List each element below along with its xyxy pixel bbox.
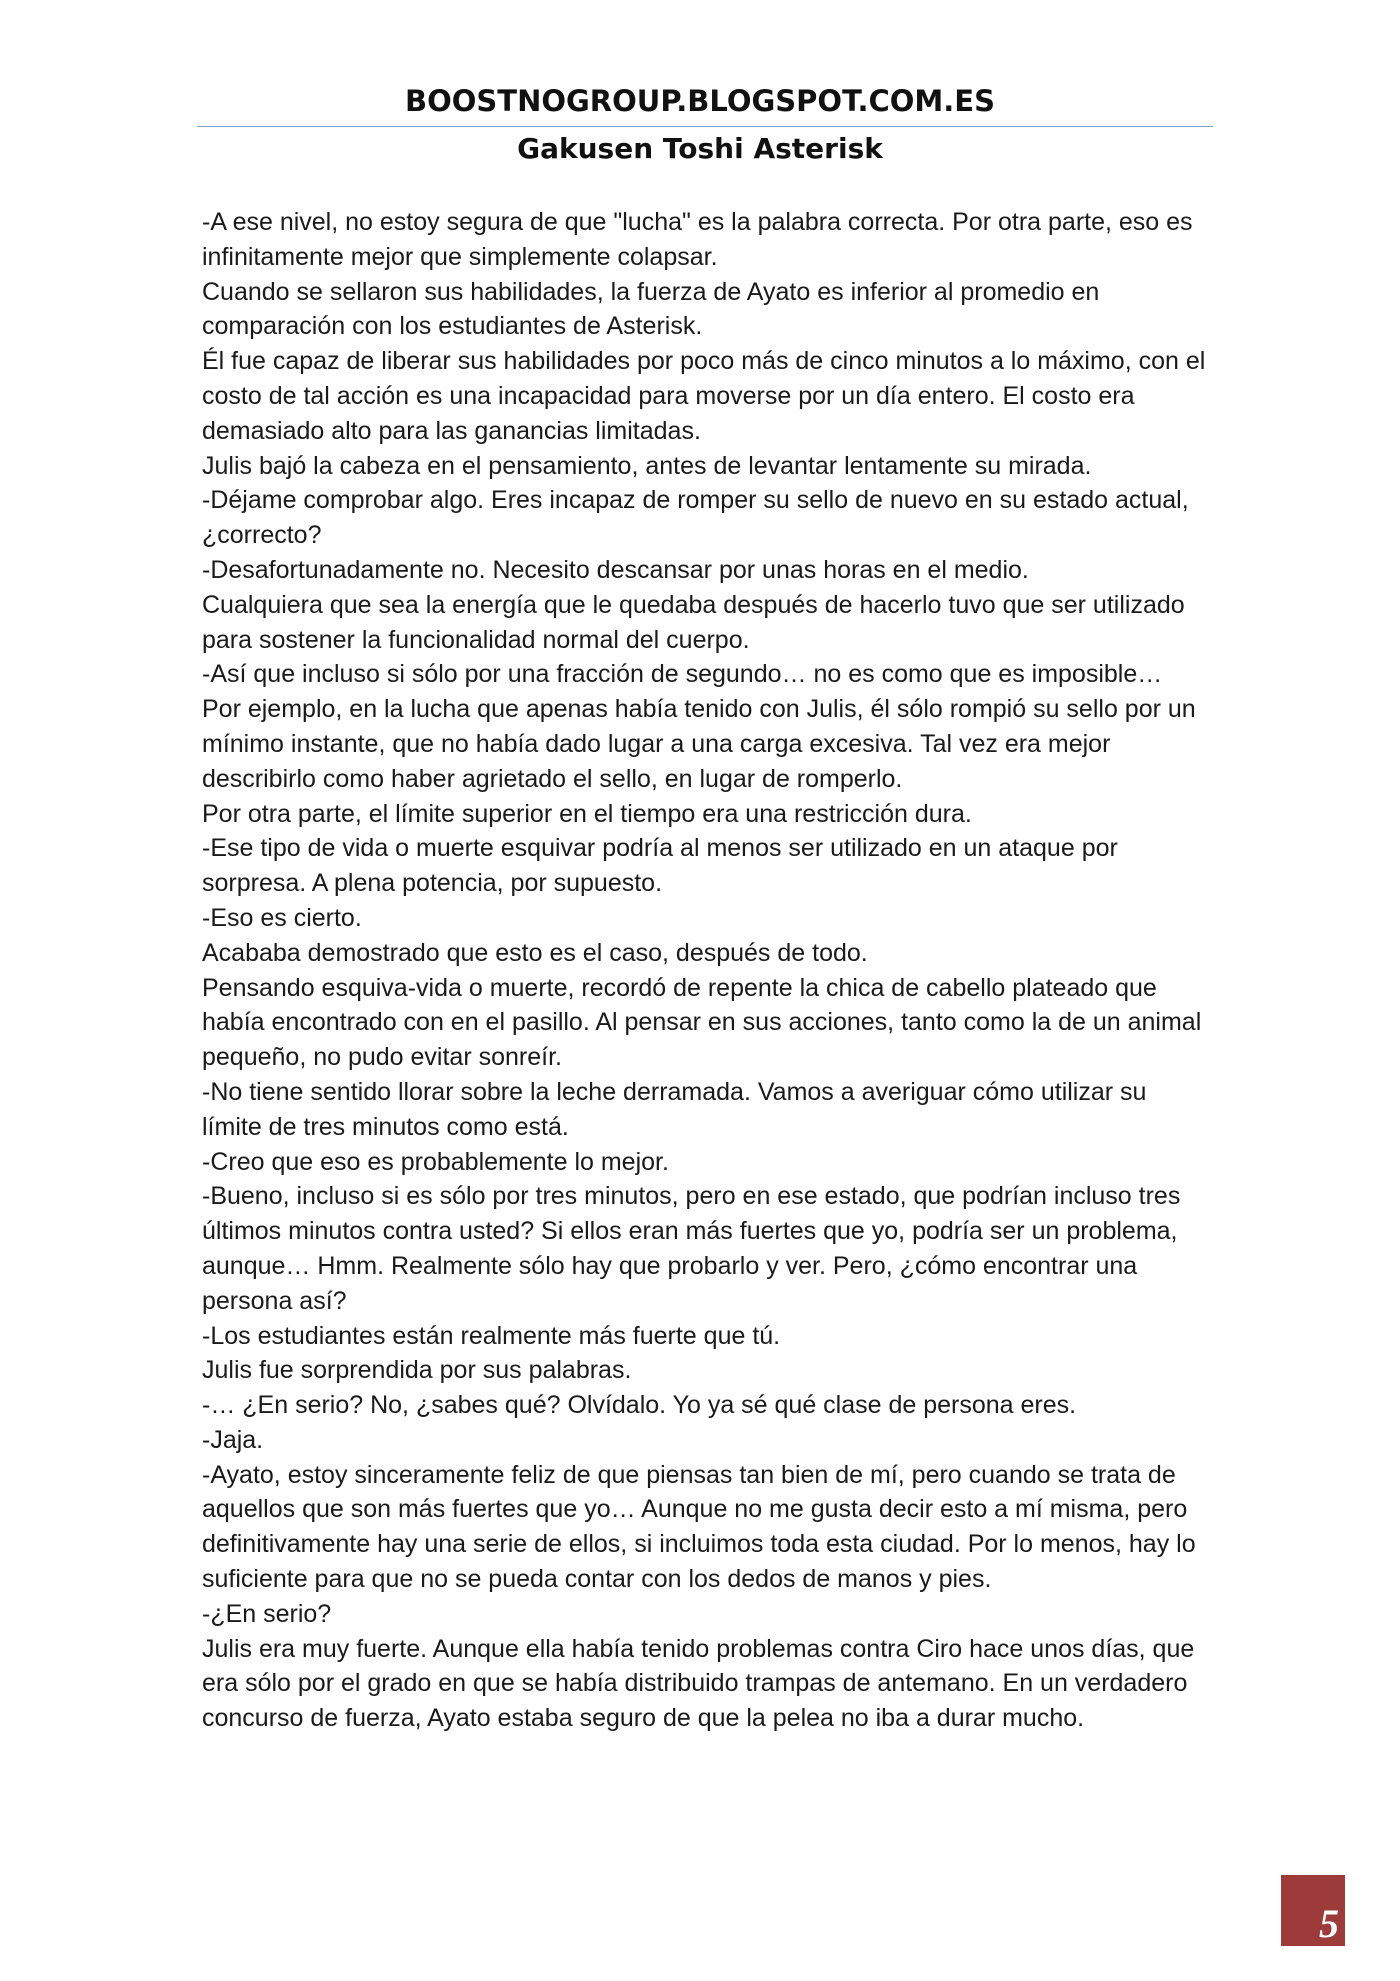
page-number: 5: [1319, 1901, 1339, 1946]
paragraph: -A ese nivel, no estoy segura de que "lucha" es la palabra correcta. Por otra parte, eso es infinitamente mejor que simplemente colapsar.: [202, 208, 1193, 271]
paragraph: -Creo que eso es probablemente lo mejor.: [202, 1147, 669, 1176]
paragraph: -… ¿En serio? No, ¿sabes qué? Olvídalo. Yo ya sé qué clase de persona eres.: [202, 1391, 1077, 1420]
paragraph: Cualquiera que sea la energía que le quedaba después de hacerlo tuvo que ser utilizado para sostener la funcionalidad normal del cuerpo.: [202, 590, 1185, 654]
paragraph: Cuando se sellaron sus habilidades, la fuerza de Ayato es inferior al promedio en comparación con los estudiantes de Asterisk.: [202, 277, 1100, 341]
page-number-underline: [1281, 1946, 1345, 1949]
paragraph: Él fue capaz de liberar sus habilidades por poco más de cinco minutos a lo máximo, con el costo de tal acción es una incapacidad para moverse por un día entero. El costo era demasiado alto para las ganancias limitadas.: [202, 347, 1206, 445]
paragraph: Julis fue sorprendida por sus palabras.: [202, 1356, 632, 1385]
paragraph: Julis era muy fuerte. Aunque ella había tenido problemas contra Ciro hace unos días, que era sólo por el grado en que se había distribuido trampas de antemano. En un verdadero concurso de fuerza, Ayato estaba seguro de que la pelea no iba a durar mucho.: [202, 1634, 1195, 1733]
paragraph: -Bueno, incluso si es sólo por tres minutos, pero en ese estado, que podrían incluso tres últimos minutos contra usted? Si ellos eran más fuertes que yo, podría ser un problema, aunque… Hmm. Realmente sólo hay que probarlo y ver. Pero, ¿cómo encontrar una persona así?: [202, 1182, 1181, 1315]
paragraph: Pensando esquiva-vida o muerte, recordó de repente la chica de cabello plateado que había encontrado con en el pasillo. Al pensar en sus acciones, tanto como la de un animal pequeño, no pudo evitar sonreír.: [202, 973, 1202, 1072]
body-text: [202, 205, 1212, 1736]
paragraph: Por ejemplo, en la lucha que apenas había tenido con Julis, él sólo rompió su sello por un mínimo instante, que no había dado lugar a una carga excesiva. Tal vez era mejor describirlo como haber agrietado el sello, en lugar de romperlo.: [202, 695, 1196, 793]
paragraph: -Ese tipo de vida o muerte esquivar podría al menos ser utilizado en un ataque por sorpresa. A plena potencia, por supuesto.: [202, 834, 1118, 898]
paragraph: Julis bajó la cabeza en el pensamiento, antes de levantar lentamente su mirada.: [202, 451, 1092, 480]
paragraph: -Ayato, estoy sinceramente feliz de que piensas tan bien de mí, pero cuando se trata de aquellos que son más fuertes que yo… Aunque no me gusta decir esto a mí misma, pero definitivamente hay una serie de ellos, si incluimos toda esta ciudad. Por lo menos, hay lo suficiente para que no se pueda contar con los dedos de manos y pies.: [202, 1460, 1196, 1594]
paragraph: Acababa demostrado que esto es el caso, después de todo.: [202, 938, 868, 967]
header-site-name: BOOSTNOGROUP.BLOGSPOT.COM.ES: [405, 84, 995, 118]
page-number-badge: [1281, 1875, 1345, 1949]
paragraph: -Eso es cierto.: [202, 903, 362, 932]
paragraph: -Déjame comprobar algo. Eres incapaz de romper su sello de nuevo en su estado actual, ¿correcto?: [202, 486, 1189, 550]
paragraph: -Así que incluso si sólo por una fracción de segundo… no es como que es imposible…: [202, 660, 1163, 689]
paragraph: -No tiene sentido llorar sobre la leche derramada. Vamos a averiguar cómo utilizar su límite de tres minutos como está.: [202, 1077, 1147, 1141]
paragraph: -Jaja.: [202, 1425, 264, 1454]
paragraph: -Desafortunadamente no. Necesito descansar por unas horas en el medio.: [202, 555, 1029, 584]
paragraph: -¿En serio?: [202, 1599, 332, 1628]
paragraph: Por otra parte, el límite superior en el tiempo era una restricción dura.: [202, 799, 972, 828]
document-title: Gakusen Toshi Asterisk: [517, 132, 883, 165]
paragraph: -Los estudiantes están realmente más fuerte que tú.: [202, 1321, 781, 1350]
header-divider: [197, 126, 1213, 127]
